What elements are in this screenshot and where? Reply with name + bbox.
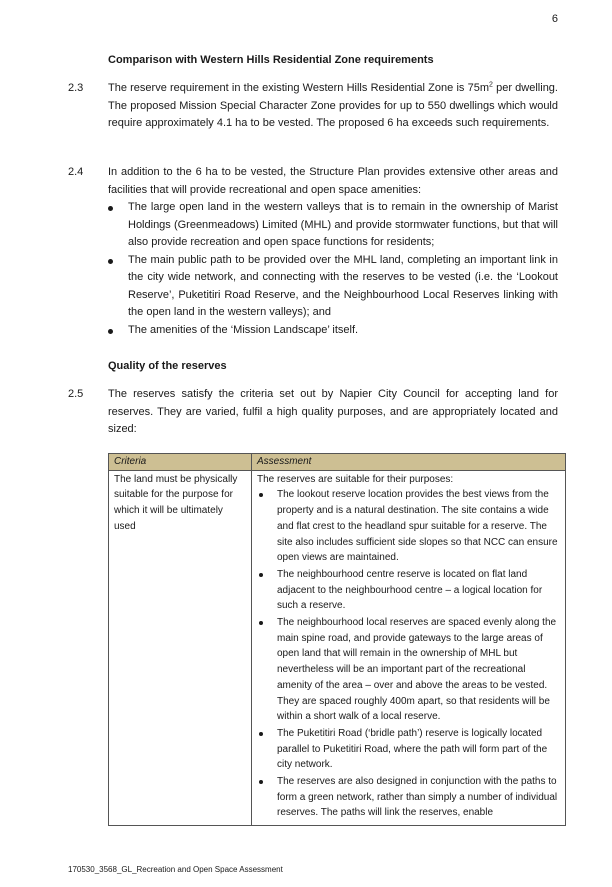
table-header-row xyxy=(109,454,566,471)
list-item xyxy=(108,199,558,252)
assessment-bullet-list xyxy=(257,487,560,821)
page-number: 6 xyxy=(551,13,558,25)
paragraph-2-4 xyxy=(68,164,558,339)
list-item-text: The neighbourhood centre reserve is located on flat land adjacent to the neighbourhood centre – a logical location for such a reserve. xyxy=(277,568,543,612)
list-item xyxy=(108,322,558,340)
column-header-assessment: Assessment xyxy=(252,454,566,471)
list-item xyxy=(257,726,560,773)
column-header-criteria: Criteria xyxy=(109,454,252,471)
footer-doc-id: 170530_3568_GL_Recreation and Open Space Assessment xyxy=(68,865,283,874)
bullet-icon xyxy=(108,259,113,264)
paragraph-body xyxy=(108,164,558,339)
list-item-text: The main public path to be provided over the MHL land, completing an important link in the city wide network, and connecting with the reserves to be vested (i.e. the ‘Lookout Reserve’, Puketitiri Road Reserve, and the Neighbourhood Local Reserves linking with the open land in the western valleys); and xyxy=(128,253,558,318)
list-item-text: The amenities of the ‘Mission Landscape’ itself. xyxy=(128,323,359,336)
bullet-icon xyxy=(108,329,113,334)
bullet-icon xyxy=(259,493,263,497)
assessment-cell xyxy=(252,470,566,825)
paragraph-intro: In addition to the 6 ha to be vested, the Structure Plan provides extensive other areas and facilities that will provide recreational and open space amenities: xyxy=(108,166,558,196)
section-heading-quality: Quality of the reserves xyxy=(108,360,227,372)
list-item-text: The large open land in the western valleys that is to remain in the ownership of Marist Holdings (Greenmeadows) Limited (MHL) and provide stormwater functions, but that will also provide recreation and open space functions for residents; xyxy=(128,201,558,248)
paragraph-2-5 xyxy=(68,386,558,439)
paragraph-number: 2.3 xyxy=(68,82,84,94)
paragraph-2-3 xyxy=(68,80,558,133)
bullet-icon xyxy=(259,621,263,625)
table-row xyxy=(109,470,566,825)
criteria-cell: The land must be physically suitable for the purpose for which it will be ultimately used xyxy=(109,470,252,825)
bullet-icon xyxy=(259,732,263,736)
paragraph-body: The reserves satisfy the criteria set out by Napier City Council for accepting land for reserves. They are varied, fulfil a high quality purposes, and are appropriately located and sized: xyxy=(108,388,558,435)
list-item-text: The reserves are also designed in conjunction with the paths to form a green network, rather than simply a number of individual reserves. The paths will link the reserves, enable xyxy=(277,776,558,819)
section-heading-comparison: Comparison with Western Hills Residential Zone requirements xyxy=(108,54,434,66)
paragraph-body xyxy=(108,80,558,133)
list-item xyxy=(257,567,560,614)
bullet-icon xyxy=(108,206,113,211)
criteria-table xyxy=(108,453,566,826)
bullet-icon xyxy=(259,780,263,784)
list-item xyxy=(108,252,558,322)
paragraph-number: 2.5 xyxy=(68,388,84,400)
paragraph-text: per dwelling. The proposed Mission Special Character Zone provides for up to 550 dwellings which would require approximately 4.1 ha to be vested. The proposed 6 ha exceeds such requirements. xyxy=(108,82,558,129)
paragraph-text: The reserve requirement in the existing Western Hills Residential Zone is 75m xyxy=(108,82,489,94)
list-item xyxy=(257,615,560,725)
list-item-text: The Puketitiri Road (‘bridle path’) reserve is logically located parallel to Puketitiri Road, where the path will form part of the city network. xyxy=(277,727,548,771)
bullet-icon xyxy=(259,573,263,577)
list-item-text: The neighbourhood local reserves are spaced evenly along the main spine road, and provide gateways to the large areas of open land that will remain in the ownership of MHL but nevertheless will be an important part of the recreational amenity of the area – over and above the areas to be vested. They are spaced roughly 400m apart, so that residents will be within a short walk of a local reserve. xyxy=(277,617,557,723)
list-item-text: The lookout reserve location provides the best views from the property and is a natural destination. The site contains a wide and flat crest to the headland spur suitable for a reserve. The site also includes sufficient side slopes so that NCC can ensure open views are maintained. xyxy=(277,489,558,564)
superscript: 2 xyxy=(488,81,493,89)
paragraph-number: 2.4 xyxy=(68,166,84,178)
assessment-intro: The reserves are suitable for their purposes: xyxy=(257,473,454,485)
bullet-list xyxy=(108,199,558,339)
list-item xyxy=(257,774,560,821)
list-item xyxy=(257,487,560,566)
